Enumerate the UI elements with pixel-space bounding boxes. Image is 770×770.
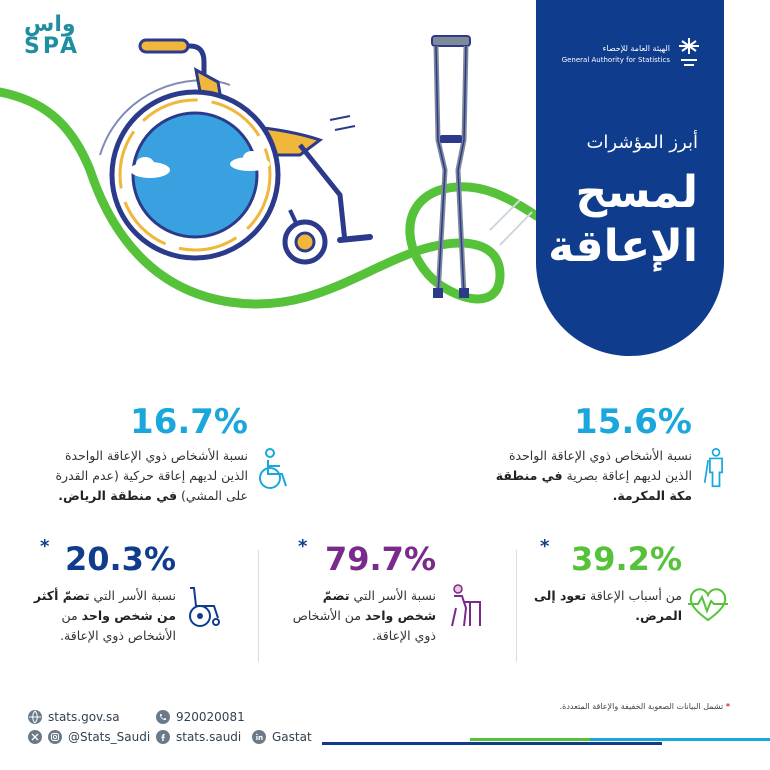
x-icon bbox=[28, 730, 42, 744]
stat-disease-text: من أسباب الإعاقة تعود إلى المرض. bbox=[534, 588, 682, 623]
stat-visual-makkah-text: نسبة الأشخاص ذوي الإعاقة الواحدة الذين لديهم إعاقة بصرية في منطقة مكة المكرمة. bbox=[495, 448, 692, 503]
instagram-icon bbox=[48, 730, 62, 744]
banner-title-line1: لمسح bbox=[575, 167, 698, 218]
divider-left bbox=[258, 550, 259, 662]
title-banner bbox=[536, 0, 724, 356]
footer-linkedin[interactable]: Gastat bbox=[252, 730, 312, 744]
banner-title-line2: الإعاقة bbox=[548, 221, 698, 272]
divider-right bbox=[516, 550, 517, 662]
data-note: * تشمل البيانات الصعوبة الخفيفة والإعاقة المتعددة. bbox=[559, 702, 730, 711]
stat-mobility-riyadh-value: 16.7% bbox=[130, 402, 248, 442]
gastat-name-arabic: الهيئة العامة للإحصاء bbox=[602, 44, 670, 53]
footer-social-x-instagram[interactable]: @Stats_Saudi bbox=[28, 730, 150, 744]
phone-icon bbox=[156, 710, 170, 724]
stat-disease-value: 39.2% bbox=[570, 540, 682, 578]
footer-website[interactable]: stats.gov.sa bbox=[28, 710, 120, 724]
person-standing-icon bbox=[696, 448, 736, 488]
stat-more-than-one-asterisk: * bbox=[40, 536, 50, 557]
footer-facebook[interactable]: stats.saudi bbox=[156, 730, 241, 744]
wheelchair-person-icon bbox=[256, 448, 296, 492]
stat-one-person-text: نسبة الأسر التي تضمّ شخص واحد من الأشخاص ذوي الإعاقة. bbox=[292, 588, 436, 643]
green-wave bbox=[0, 92, 560, 304]
globe-icon bbox=[28, 710, 42, 724]
spa-logo-arabic: واس bbox=[24, 12, 76, 37]
stat-disease-asterisk: * bbox=[540, 536, 550, 557]
linkedin-icon bbox=[252, 730, 266, 744]
stat-mobility-riyadh-text: نسبة الأشخاص ذوي الإعاقة الواحدة الذين لديهم إعاقة حركية (عدم القدرة على المشي) في منطقة الرياض. bbox=[55, 448, 248, 503]
gastat-name-english: General Authority for Statistics bbox=[561, 56, 670, 64]
wheelchair-icon bbox=[182, 584, 222, 628]
gastat-emblem-icon bbox=[676, 36, 702, 68]
footer-line-cyan bbox=[590, 738, 770, 741]
gastat-logo bbox=[552, 36, 702, 76]
stat-one-person-asterisk: * bbox=[298, 536, 308, 557]
stat-one-person-value: 79.7% bbox=[324, 540, 436, 578]
stat-visual-makkah-value: 15.6% bbox=[574, 402, 692, 442]
walker-person-icon bbox=[444, 584, 484, 628]
crutch-illustration bbox=[432, 36, 532, 298]
facebook-icon bbox=[156, 730, 170, 744]
footer-line-green bbox=[470, 738, 590, 741]
footer-line-navy bbox=[322, 742, 662, 745]
spa-logo-latin: SPA bbox=[24, 34, 80, 59]
stat-more-than-one-text: نسبة الأسر التي تضمّ أكثر من شخص واحد من الأشخاص ذوي الإعاقة. bbox=[33, 588, 176, 643]
wheelchair-illustration bbox=[112, 40, 370, 262]
stat-more-than-one-value: 20.3% bbox=[64, 540, 176, 578]
banner-subtitle: أبرز المؤشرات bbox=[586, 132, 698, 153]
heartbeat-icon bbox=[686, 584, 730, 624]
hero-illustration bbox=[0, 30, 560, 350]
footer-phone[interactable]: 920020081 bbox=[156, 710, 245, 724]
